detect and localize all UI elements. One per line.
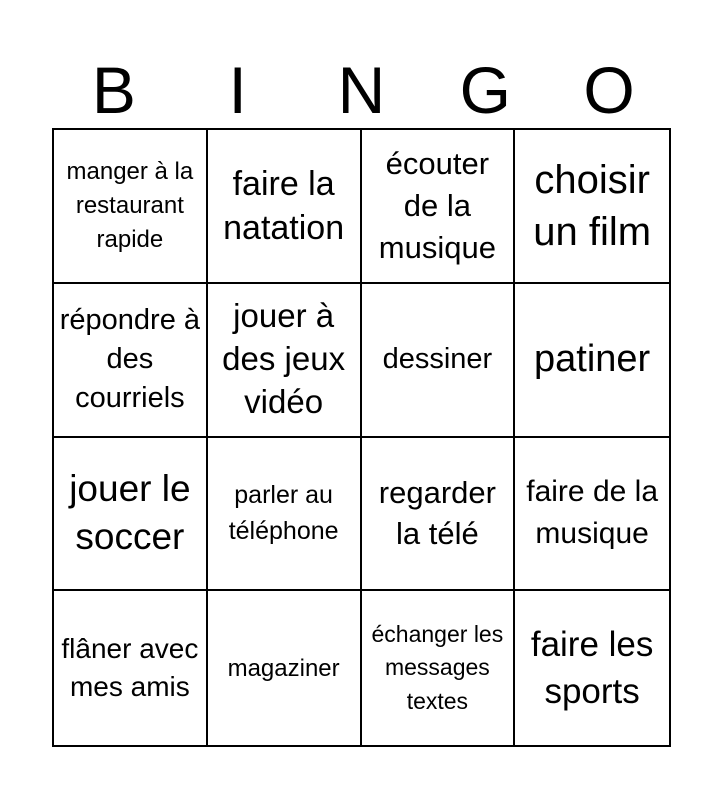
bingo-cell-label: faire la natation (223, 164, 345, 247)
bingo-cell[interactable] (54, 438, 208, 592)
bingo-cell[interactable] (54, 130, 208, 284)
bingo-cell-label: manger à la restaurant rapide (66, 158, 194, 253)
bingo-cell[interactable] (208, 438, 362, 592)
bingo-cell-label: dessiner (382, 342, 493, 375)
bingo-cell-label: flâner avec mes amis (61, 633, 199, 703)
bingo-cell-label: parler au téléphone (228, 481, 339, 546)
bingo-cell-label: choisir un film (533, 157, 652, 254)
bingo-cell[interactable] (208, 284, 362, 438)
bingo-cell[interactable] (362, 284, 516, 438)
bingo-cell-label: jouer le soccer (69, 468, 191, 558)
bingo-cell-label: regarder la télé (378, 474, 496, 552)
bingo-cell[interactable] (362, 130, 516, 284)
bingo-cell-label: écouter de la musique (378, 146, 496, 265)
header-letter-o: O (583, 53, 635, 127)
bingo-cell[interactable] (515, 438, 669, 592)
bingo-cell-label: répondre à des courriels (59, 303, 201, 415)
bingo-cell-label: magaziner (227, 654, 340, 682)
header-letter-g: G (459, 53, 511, 127)
bingo-header (52, 52, 671, 128)
bingo-cell[interactable] (54, 591, 208, 745)
bingo-cell[interactable] (362, 591, 516, 745)
bingo-cell[interactable] (208, 130, 362, 284)
header-letter-i: I (228, 53, 247, 127)
header-letter-n: N (337, 53, 386, 127)
bingo-board (52, 128, 671, 747)
bingo-cell-label: patiner (534, 337, 651, 380)
bingo-cell[interactable] (515, 284, 669, 438)
header-letter-b: B (91, 53, 136, 127)
bingo-cell-label: faire de la musique (526, 475, 658, 551)
bingo-cell[interactable] (362, 438, 516, 592)
bingo-cell[interactable] (54, 284, 208, 438)
bingo-cell-label: jouer à des jeux vidéo (222, 297, 346, 421)
bingo-cell[interactable] (515, 591, 669, 745)
bingo-cell[interactable] (515, 130, 669, 284)
bingo-cell-label: échanger les messages textes (371, 621, 504, 714)
bingo-cell[interactable] (208, 591, 362, 745)
bingo-cell-label: faire les sports (530, 624, 654, 712)
